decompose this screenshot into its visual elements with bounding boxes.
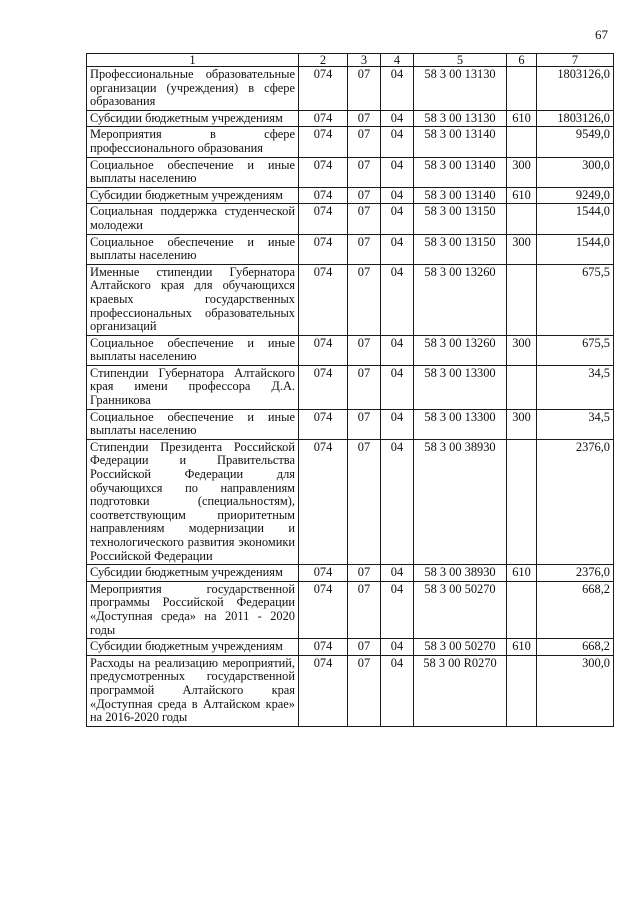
cell-target-code: 58 3 00 13150	[414, 204, 507, 234]
table-row	[87, 655, 614, 726]
cell-amount: 2376,0	[537, 565, 614, 582]
table-row	[87, 110, 614, 127]
cell-ministry-code: 074	[299, 127, 348, 157]
cell-section: 07	[348, 365, 381, 409]
cell-amount: 675,5	[537, 264, 614, 335]
cell-name: Мероприятия в сфере профессионального образования	[87, 127, 299, 157]
cell-expense-type	[507, 127, 537, 157]
cell-name: Стипендии Президента Российской Федерации и Правительства Российской Федерации для обучающихся по направлениям подготовки (специальностям), соответствующим приоритетным направлениям модернизации и технологического развития экономики Российской Федерации	[87, 439, 299, 564]
cell-section: 07	[348, 409, 381, 439]
cell-target-code: 58 3 00 13130	[414, 110, 507, 127]
cell-expense-type: 300	[507, 157, 537, 187]
cell-expense-type	[507, 365, 537, 409]
cell-name: Субсидии бюджетным учреждениям	[87, 565, 299, 582]
table-row	[87, 127, 614, 157]
cell-subsection: 04	[381, 110, 414, 127]
table-row	[87, 409, 614, 439]
cell-section: 07	[348, 204, 381, 234]
cell-ministry-code: 074	[299, 234, 348, 264]
cell-subsection: 04	[381, 581, 414, 638]
cell-expense-type	[507, 264, 537, 335]
budget-table	[86, 53, 614, 727]
cell-section: 07	[348, 110, 381, 127]
header-col-1: 1	[87, 54, 299, 67]
cell-ministry-code: 074	[299, 204, 348, 234]
cell-expense-type: 300	[507, 409, 537, 439]
cell-target-code: 58 3 00 13140	[414, 157, 507, 187]
cell-amount: 2376,0	[537, 439, 614, 564]
cell-section: 07	[348, 655, 381, 726]
cell-amount: 9549,0	[537, 127, 614, 157]
cell-section: 07	[348, 127, 381, 157]
cell-target-code: 58 3 00 13130	[414, 67, 507, 111]
cell-name: Социальное обеспечение и иные выплаты населению	[87, 234, 299, 264]
cell-name: Профессиональные образовательные организации (учреждения) в сфере образования	[87, 67, 299, 111]
table-row	[87, 204, 614, 234]
cell-amount: 675,5	[537, 335, 614, 365]
cell-subsection: 04	[381, 264, 414, 335]
cell-ministry-code: 074	[299, 67, 348, 111]
cell-target-code: 58 3 00 13140	[414, 127, 507, 157]
cell-subsection: 04	[381, 565, 414, 582]
cell-subsection: 04	[381, 365, 414, 409]
cell-section: 07	[348, 581, 381, 638]
cell-ministry-code: 074	[299, 639, 348, 656]
cell-amount: 668,2	[537, 581, 614, 638]
cell-subsection: 04	[381, 409, 414, 439]
header-col-5: 5	[414, 54, 507, 67]
cell-expense-type	[507, 204, 537, 234]
cell-name: Субсидии бюджетным учреждениям	[87, 187, 299, 204]
cell-ministry-code: 074	[299, 157, 348, 187]
cell-target-code: 58 3 00 13260	[414, 264, 507, 335]
cell-ministry-code: 074	[299, 581, 348, 638]
cell-name: Мероприятия государственной программы Российской Федерации «Доступная среда» на 2011 - 2020 годы	[87, 581, 299, 638]
cell-expense-type	[507, 655, 537, 726]
cell-expense-type	[507, 439, 537, 564]
cell-expense-type	[507, 581, 537, 638]
cell-subsection: 04	[381, 439, 414, 564]
cell-expense-type: 610	[507, 110, 537, 127]
cell-target-code: 58 3 00 50270	[414, 639, 507, 656]
cell-name: Расходы на реализацию мероприятий, предусмотренных государственной программой Алтайского края «Доступная среда в Алтайском крае» на 2016-2020 годы	[87, 655, 299, 726]
cell-amount: 1803126,0	[537, 110, 614, 127]
cell-section: 07	[348, 639, 381, 656]
table-row	[87, 639, 614, 656]
cell-subsection: 04	[381, 639, 414, 656]
cell-name: Стипендии Губернатора Алтайского края имени профессора Д.А. Гранникова	[87, 365, 299, 409]
table-row	[87, 187, 614, 204]
cell-subsection: 04	[381, 204, 414, 234]
cell-section: 07	[348, 439, 381, 564]
cell-amount: 1803126,0	[537, 67, 614, 111]
cell-amount: 1544,0	[537, 204, 614, 234]
table-row	[87, 365, 614, 409]
cell-target-code: 58 3 00 R0270	[414, 655, 507, 726]
cell-target-code: 58 3 00 13300	[414, 409, 507, 439]
cell-target-code: 58 3 00 13260	[414, 335, 507, 365]
cell-name: Субсидии бюджетным учреждениям	[87, 639, 299, 656]
cell-amount: 668,2	[537, 639, 614, 656]
cell-section: 07	[348, 565, 381, 582]
cell-target-code: 58 3 00 38930	[414, 439, 507, 564]
cell-expense-type: 300	[507, 234, 537, 264]
cell-ministry-code: 074	[299, 565, 348, 582]
cell-name: Социальное обеспечение и иные выплаты населению	[87, 157, 299, 187]
cell-target-code: 58 3 00 13300	[414, 365, 507, 409]
cell-section: 07	[348, 264, 381, 335]
cell-subsection: 04	[381, 655, 414, 726]
cell-target-code: 58 3 00 50270	[414, 581, 507, 638]
cell-subsection: 04	[381, 67, 414, 111]
cell-name: Социальное обеспечение и иные выплаты населению	[87, 409, 299, 439]
header-col-2: 2	[299, 54, 348, 67]
cell-amount: 300,0	[537, 655, 614, 726]
page-number: 67	[595, 27, 608, 42]
cell-ministry-code: 074	[299, 409, 348, 439]
cell-ministry-code: 074	[299, 335, 348, 365]
cell-expense-type: 610	[507, 639, 537, 656]
header-col-7: 7	[537, 54, 614, 67]
header-row	[87, 54, 614, 67]
cell-subsection: 04	[381, 157, 414, 187]
cell-amount: 300,0	[537, 157, 614, 187]
cell-section: 07	[348, 67, 381, 111]
table-row	[87, 335, 614, 365]
cell-amount: 9249,0	[537, 187, 614, 204]
cell-amount: 34,5	[537, 365, 614, 409]
table-row	[87, 565, 614, 582]
cell-expense-type	[507, 67, 537, 111]
cell-target-code: 58 3 00 13140	[414, 187, 507, 204]
cell-subsection: 04	[381, 127, 414, 157]
cell-subsection: 04	[381, 187, 414, 204]
cell-name: Именные стипендии Губернатора Алтайского края для обучающихся краевых государственных профессиональных образовательных организаций	[87, 264, 299, 335]
cell-section: 07	[348, 335, 381, 365]
cell-expense-type: 610	[507, 187, 537, 204]
table-row	[87, 157, 614, 187]
cell-target-code: 58 3 00 38930	[414, 565, 507, 582]
header-col-3: 3	[348, 54, 381, 67]
cell-subsection: 04	[381, 234, 414, 264]
header-col-6: 6	[507, 54, 537, 67]
table-row	[87, 264, 614, 335]
table-row	[87, 581, 614, 638]
cell-section: 07	[348, 157, 381, 187]
cell-ministry-code: 074	[299, 655, 348, 726]
cell-target-code: 58 3 00 13150	[414, 234, 507, 264]
table-row	[87, 439, 614, 564]
cell-expense-type: 610	[507, 565, 537, 582]
cell-name: Субсидии бюджетным учреждениям	[87, 110, 299, 127]
table-row	[87, 234, 614, 264]
cell-amount: 34,5	[537, 409, 614, 439]
cell-subsection: 04	[381, 335, 414, 365]
cell-ministry-code: 074	[299, 187, 348, 204]
cell-section: 07	[348, 187, 381, 204]
cell-name: Социальное обеспечение и иные выплаты населению	[87, 335, 299, 365]
cell-section: 07	[348, 234, 381, 264]
cell-name: Социальная поддержка студенческой молодежи	[87, 204, 299, 234]
cell-expense-type: 300	[507, 335, 537, 365]
cell-amount: 1544,0	[537, 234, 614, 264]
cell-ministry-code: 074	[299, 110, 348, 127]
header-col-4: 4	[381, 54, 414, 67]
table-row	[87, 67, 614, 111]
cell-ministry-code: 074	[299, 439, 348, 564]
cell-ministry-code: 074	[299, 264, 348, 335]
cell-ministry-code: 074	[299, 365, 348, 409]
